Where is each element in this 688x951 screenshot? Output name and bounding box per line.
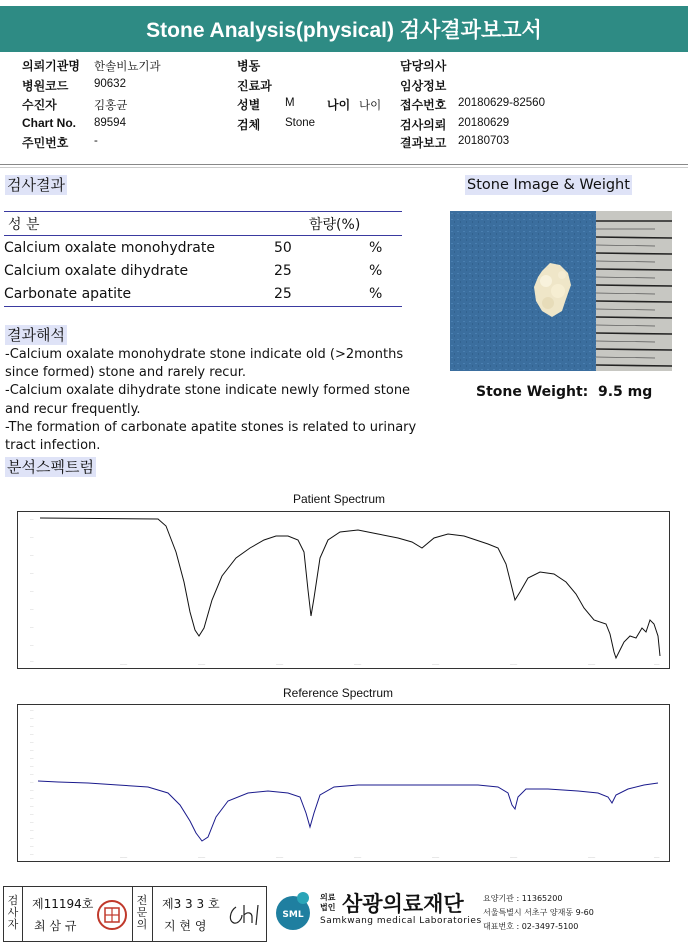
signature-icon	[226, 901, 262, 929]
contact-line: 요양기관 : 11365200	[483, 894, 563, 903]
spectrum-section-title: 분석스펙트럼	[7, 458, 94, 476]
svg-text:——: ——	[30, 788, 34, 792]
org-small-2: 법인	[320, 903, 336, 912]
table-row	[4, 236, 402, 260]
contact-line: 대표번호 : 02-3497-5100	[483, 922, 579, 931]
sml-logo-text: SML	[282, 910, 304, 920]
contact-line: 서울특별시 서초구 양재동 9-60	[483, 908, 594, 917]
sml-logo-icon	[272, 889, 314, 931]
ward-label: 병동	[237, 59, 261, 73]
svg-text:——: ——	[30, 820, 34, 824]
svg-text:————: ————	[588, 855, 596, 859]
svg-text:——: ——	[30, 625, 34, 629]
sex-label: 성별	[237, 98, 261, 112]
component-name: Calcium oxalate dihydrate	[4, 262, 189, 279]
sex-value: M	[285, 97, 295, 109]
org-prefix	[320, 893, 335, 913]
receipt-value: 20180629-82560	[458, 97, 545, 109]
svg-text:——: ——	[30, 796, 34, 800]
component-header: 성 분	[4, 212, 272, 236]
results-header-row	[4, 212, 402, 236]
age-label: 나이	[327, 98, 351, 112]
svg-text:——: ——	[30, 724, 34, 728]
table-row	[4, 283, 402, 307]
patient-info	[0, 52, 688, 162]
content-header: 함량(%)	[272, 212, 402, 236]
seal-stamp-icon	[96, 899, 128, 931]
reference-spectrum-chart	[17, 704, 670, 862]
hospital-code-label: 병원코드	[22, 79, 69, 93]
svg-text:————: ————	[120, 855, 128, 859]
receipt-label: 접수번호	[400, 98, 447, 112]
patient-spectrum-plot	[18, 512, 669, 668]
resident-value: -	[94, 135, 98, 147]
svg-text:——: ——	[30, 708, 34, 712]
reference-spectrum-title: Reference Spectrum	[283, 686, 394, 700]
svg-text:————: ————	[198, 662, 206, 666]
patient-value: 김홍균	[94, 100, 128, 112]
chart-value: 89594	[94, 117, 126, 129]
stone-photo	[450, 211, 672, 371]
patient-spectrum-chart	[17, 511, 670, 669]
stone-weight-label: Stone Weight:	[476, 384, 589, 400]
svg-text:——: ——	[30, 852, 34, 856]
examiner-name: 최 삼 규	[34, 919, 77, 933]
svg-text:——: ——	[30, 535, 34, 539]
institution-value: 한솔비뇨기과	[94, 61, 161, 73]
svg-text:——: ——	[30, 764, 34, 768]
svg-text:————: ————	[432, 662, 440, 666]
request-value: 20180629	[458, 117, 510, 129]
component-value: 25	[272, 283, 369, 307]
svg-text:——: ——	[30, 836, 34, 840]
component-name: Carbonate apatite	[4, 283, 272, 307]
doctor-label: 담당의사	[400, 59, 447, 73]
component-unit: %	[369, 283, 402, 307]
info-divider	[0, 164, 688, 165]
chart-label: Chart No.	[22, 116, 76, 130]
svg-text:——: ——	[30, 812, 34, 816]
svg-text:————: ————	[432, 855, 440, 859]
resident-label: 주민번호	[22, 136, 69, 150]
interpretation-section-title: 결과해석	[7, 326, 65, 344]
specialist-name: 지 현 영	[164, 919, 207, 933]
svg-text:——: ——	[30, 553, 34, 557]
divider	[132, 887, 133, 941]
svg-text:————: ————	[276, 662, 284, 666]
stone-weight-value: 9.5 mg	[598, 384, 653, 400]
org-small-1: 의료	[320, 893, 336, 902]
svg-text:——: ——	[30, 804, 34, 808]
interpretation-line: -Calcium oxalate dihydrate stone indicate newly formed stone and recur frequently.	[5, 383, 411, 417]
request-label: 검사의뢰	[400, 118, 447, 132]
age-value: 나이	[359, 100, 382, 112]
svg-text:———: ———	[654, 855, 660, 859]
interpretation-line: -Calcium oxalate monohydrate stone indicate old (>2months since formed) stone and rarely recur.	[5, 347, 404, 381]
svg-text:——: ——	[30, 756, 34, 760]
report-footer	[0, 884, 688, 944]
divider	[152, 887, 153, 941]
svg-text:————: ————	[198, 855, 206, 859]
results-table	[4, 211, 402, 307]
divider	[22, 887, 23, 941]
component-value: 25	[274, 262, 292, 279]
svg-text:————: ————	[354, 662, 362, 666]
svg-text:——: ——	[30, 716, 34, 720]
svg-text:————: ————	[510, 662, 518, 666]
svg-text:——: ——	[30, 844, 34, 848]
component-unit: %	[369, 262, 383, 279]
report-title: Stone Analysis(physical) 검사결과보고서	[0, 6, 688, 52]
svg-text:———: ———	[654, 662, 660, 666]
component-value: 50	[274, 239, 292, 256]
hospital-code-value: 90632	[94, 78, 126, 90]
interpretation-line: -The formation of carbonate apatite stones is related to urinary tract infection.	[5, 419, 417, 454]
interpretation-text	[5, 346, 435, 455]
stone-weight	[476, 384, 652, 400]
org-english: Samkwang medical Laboratories	[320, 916, 482, 926]
svg-text:————: ————	[276, 855, 284, 859]
svg-text:——: ——	[30, 740, 34, 744]
examiner-label: 검사자	[7, 894, 19, 931]
specimen-label: 검체	[237, 118, 261, 132]
dept-label: 진료과	[237, 79, 272, 93]
svg-text:————: ————	[120, 662, 128, 666]
stone-photo-image	[450, 211, 672, 371]
svg-text:————: ————	[354, 855, 362, 859]
svg-text:——: ——	[30, 772, 34, 776]
report-date-value: 20180703	[458, 135, 510, 147]
svg-text:——: ——	[30, 589, 34, 593]
institution-label: 의뢰기관명	[22, 59, 80, 73]
reference-spectrum-plot	[18, 705, 669, 861]
svg-text:——: ——	[30, 748, 34, 752]
signature-box	[3, 886, 267, 942]
specialist-no: 제3 3 3 호	[162, 897, 220, 911]
svg-text:——: ——	[30, 828, 34, 832]
examiner-no: 제11194호	[32, 897, 94, 911]
svg-text:——: ——	[30, 643, 34, 647]
specialist-label: 전문의	[136, 894, 148, 931]
org-name: 삼광의료재단	[342, 892, 464, 916]
svg-text:————: ————	[588, 662, 596, 666]
svg-text:——: ——	[30, 517, 34, 521]
results-section-title: 검사결과	[7, 176, 65, 194]
svg-text:——: ——	[30, 780, 34, 784]
stone-section-title: Stone Image & Weight	[467, 177, 630, 193]
svg-text:————: ————	[510, 855, 518, 859]
svg-text:——: ——	[30, 607, 34, 611]
specimen-value: Stone	[285, 117, 316, 129]
contact-info	[483, 892, 594, 934]
svg-text:——: ——	[30, 659, 34, 663]
table-row	[4, 259, 402, 283]
patient-label: 수진자	[22, 98, 57, 112]
clinical-label: 임상정보	[400, 79, 447, 93]
svg-text:——: ——	[30, 571, 34, 575]
component-unit: %	[369, 239, 383, 256]
patient-spectrum-title: Patient Spectrum	[293, 492, 386, 506]
report-date-label: 결과보고	[400, 136, 447, 150]
svg-text:——: ——	[30, 732, 34, 736]
info-divider-2	[0, 167, 688, 168]
component-name: Calcium oxalate monohydrate	[4, 239, 215, 256]
